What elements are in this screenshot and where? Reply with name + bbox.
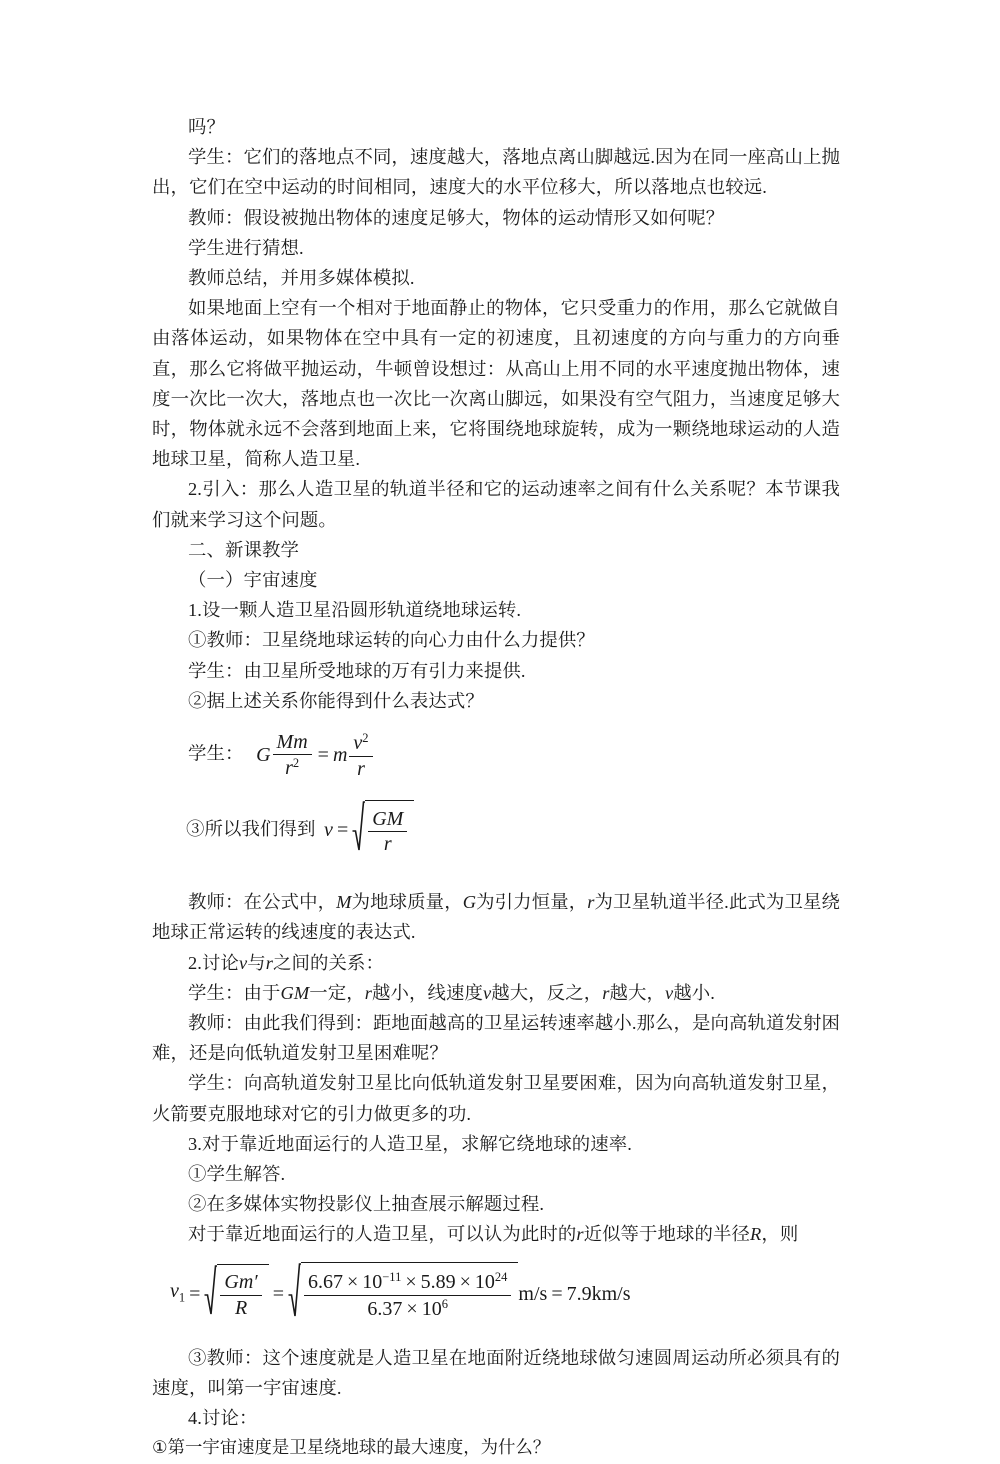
formula-3-denominator-R: R bbox=[234, 1296, 248, 1319]
formula-1-den-base: r bbox=[285, 757, 293, 780]
radical-sign-icon bbox=[288, 1262, 301, 1327]
radical-sign-icon bbox=[352, 800, 365, 861]
formula-2-equals: = bbox=[336, 819, 349, 842]
value-10-b: 10 bbox=[474, 1271, 495, 1294]
paragraph-discuss-v-and-r bbox=[152, 948, 840, 978]
formula-3-equals-2: = bbox=[272, 1283, 284, 1306]
formula-3-fraction-2 bbox=[304, 1270, 511, 1320]
text-segment: 为引力恒量， bbox=[476, 892, 588, 913]
exponent-minus11: −11 bbox=[382, 1270, 402, 1285]
formula-block-orbital-speed bbox=[152, 780, 840, 861]
formula-3-numerator-Gm-prime: Gm′ bbox=[220, 1271, 261, 1295]
paragraph-question-expression: ②据上述关系你能得到什么表达式？ bbox=[188, 690, 484, 711]
paragraph-student-landing-points: 学生：它们的落地点不同，速度越大，落地点离山脚越远.因为在同一座高山上抛出，它们在空中运动的时间相同，速度大的水平位移大，所以落地点也较远. bbox=[152, 147, 840, 198]
formula-3-v-subscript: 1 bbox=[178, 1290, 186, 1305]
times-3: × bbox=[459, 1271, 471, 1294]
formula-3-radicand-1 bbox=[217, 1264, 268, 1325]
paragraph-discussion-4: 4.讨论： bbox=[188, 1408, 258, 1429]
exponent-6: 6 bbox=[441, 1296, 448, 1311]
symbol-r: r bbox=[576, 1224, 584, 1245]
symbol-R: R bbox=[750, 1224, 762, 1245]
formula-1-denominator-r: r bbox=[357, 757, 365, 780]
exponent-24: 24 bbox=[494, 1270, 508, 1285]
text-segment: 越大， bbox=[609, 982, 665, 1003]
radical-sign-icon bbox=[204, 1264, 217, 1325]
value-637: 6.37 bbox=[367, 1297, 403, 1320]
formula-1-num-base: v bbox=[353, 732, 363, 755]
formula-3-fraction-1 bbox=[220, 1271, 261, 1319]
symbol-v: v bbox=[482, 982, 492, 1003]
formula-3-equals-1: = bbox=[189, 1283, 201, 1306]
formula-3-denominator-values bbox=[363, 1296, 452, 1321]
formula-1-numerator-v-squared bbox=[349, 731, 372, 757]
symbol-GM: GM bbox=[280, 982, 310, 1003]
formula-3-equals-3: = bbox=[551, 1283, 563, 1306]
paragraph-projector-demo: ②在多媒体实物投影仪上抽查展示解题过程. bbox=[188, 1194, 545, 1215]
value-667: 6.67 bbox=[307, 1271, 343, 1294]
formula-3-sqrt-1 bbox=[204, 1264, 268, 1325]
formula-1-denominator-r-squared bbox=[281, 755, 303, 780]
symbol-r: r bbox=[587, 892, 595, 913]
paragraph-question-max-speed: ①第一宇宙速度是卫星绕地球的最大速度，为什么？ bbox=[152, 1438, 551, 1459]
formula-2-prefix-label: ③所以我们得到 bbox=[186, 818, 316, 839]
symbol-v: v bbox=[238, 952, 248, 973]
text-segment: 越大，反之， bbox=[491, 982, 603, 1003]
formula-3-unit: m/s bbox=[518, 1283, 548, 1306]
paragraph-teacher-question-speed: 教师：假设被抛出物体的速度足够大，物体的运动情形又如何呢？ bbox=[188, 207, 725, 228]
formula-3-result: 7.9km/s bbox=[566, 1283, 631, 1306]
times-1: × bbox=[346, 1271, 359, 1294]
text-segment: 越小，线速度 bbox=[372, 982, 483, 1003]
text-segment: 为卫星轨道半径.此式为卫星绕地球正常运转的线速度的表达式. bbox=[152, 892, 840, 943]
formula-1-m: m bbox=[332, 744, 348, 767]
formula-3-v1 bbox=[170, 1276, 185, 1313]
formula-1-num-exponent: 2 bbox=[362, 731, 369, 746]
formula-3-v: v bbox=[170, 1279, 179, 1302]
formula-3-radicand-2 bbox=[301, 1262, 518, 1327]
formula-2-numerator-GM: GM bbox=[368, 808, 407, 832]
symbol-r: r bbox=[265, 952, 274, 973]
paragraph-student-gravitation: 学生：由卫星所受地球的万有引力来提供. bbox=[188, 660, 526, 681]
formula-2-fraction bbox=[368, 808, 407, 856]
paragraph-student-relationship bbox=[152, 978, 840, 1008]
times-2: × bbox=[405, 1271, 417, 1294]
symbol-G: G bbox=[462, 892, 477, 913]
symbol-r: r bbox=[364, 982, 373, 1003]
formula-1-numerator-Mm: Mm bbox=[273, 731, 312, 755]
formula-3-expression bbox=[170, 1262, 631, 1327]
paragraph-formula-symbols-explanation bbox=[152, 861, 840, 947]
text-segment: 2.讨论 bbox=[188, 952, 239, 973]
formula-1-prefix-label: 学生： bbox=[188, 743, 244, 764]
paragraph-teacher-centripetal-force: ①教师：卫星绕地球运转的向心力由什么力提供？ bbox=[188, 630, 595, 651]
heading-cosmic-velocity: （一）宇宙速度 bbox=[188, 570, 318, 591]
paragraph-problem-near-earth-satellite: 3.对于靠近地面运行的人造卫星，求解它绕地球的速率. bbox=[188, 1133, 632, 1154]
text-segment: 学生：由于 bbox=[188, 982, 281, 1003]
paragraph-free-fall-explanation: 如果地面上空有一个相对于地面静止的物体，它只受重力的作用，那么它就做自由落体运动，如果物体在空中具有一定的初速度，且初速度的方向与重力的方向垂直，那么它将做平抛运动，牛顿曾设想过：从高山上用不同的水平速度抛出物体，速度一次比一次大，落地点也一次比一次离山脚远，如果没有空气阻力，当速度足够大时，物体就永远不会落到地面上来，它将围绕地球旋转，成为一颗绕地球运动的人造地球卫星，简称人造卫星. bbox=[152, 298, 840, 470]
symbol-r: r bbox=[602, 982, 610, 1003]
formula-1-fraction-left bbox=[273, 731, 312, 780]
formula-3-sqrt-2 bbox=[288, 1262, 518, 1327]
formula-1-fraction-right bbox=[349, 731, 372, 780]
paragraph-student-high-orbit-answer: 学生：向高轨道发射卫星比向低轨道发射卫星要困难，因为向高轨道发射卫星，火箭要克服地球对它的引力做更多的功. bbox=[152, 1073, 840, 1124]
formula-1-G: G bbox=[256, 744, 271, 767]
text-segment: 与 bbox=[247, 952, 266, 973]
times-4: × bbox=[406, 1297, 418, 1320]
text-segment: 教师：在公式中， bbox=[188, 892, 337, 913]
formula-block-gravity-equals-centripetal bbox=[152, 716, 840, 780]
paragraph-satellite-circular-orbit: 1.设一颗人造卫星沿圆形轨道绕地球运转. bbox=[188, 600, 522, 621]
paragraph-r-approx-R bbox=[152, 1219, 840, 1249]
formula-block-first-cosmic-velocity bbox=[152, 1250, 840, 1327]
paragraph-introduction-2: 2.引入：那么人造卫星的轨道半径和它的运动速率之间有什么关系呢？本节课我们就来学习这个问题。 bbox=[152, 479, 840, 530]
heading-new-lesson: 二、新课教学 bbox=[188, 539, 299, 560]
text-segment: 一定， bbox=[309, 982, 365, 1003]
value-10: 10 bbox=[362, 1271, 383, 1294]
paragraph-teacher-orbit-difficulty: 教师：由此我们得到：距地面越高的卫星运转速率越小.那么，是向高轨道发射困难，还是向低轨道发射卫星困难呢？ bbox=[152, 1012, 840, 1064]
paragraph-student-solve: ①学生解答. bbox=[188, 1164, 286, 1184]
formula-1-expression bbox=[256, 731, 374, 780]
text-segment: 之间的关系： bbox=[273, 952, 384, 973]
document-body bbox=[152, 112, 840, 1464]
formula-2-v: v bbox=[324, 819, 333, 842]
paragraph-first-cosmic-velocity-definition: ③教师：这个速度就是人造卫星在地面附近绕地球做匀速圆周运动所必须具有的速度，叫第一宇宙速度. bbox=[152, 1347, 840, 1399]
formula-1-den-exponent: 2 bbox=[292, 756, 300, 771]
text-segment: 近似等于地球的半径 bbox=[583, 1224, 750, 1245]
paragraph-line-1: 吗？ bbox=[188, 117, 225, 137]
text-segment: ，则 bbox=[761, 1224, 799, 1245]
text-segment: 为地球质量， bbox=[351, 892, 463, 913]
formula-2-denominator-r: r bbox=[383, 833, 392, 856]
formula-1-equals: = bbox=[317, 744, 329, 767]
symbol-v: v bbox=[664, 982, 674, 1003]
paragraph-student-guess: 学生进行猜想. bbox=[188, 237, 304, 258]
text-segment: 越小. bbox=[673, 982, 715, 1003]
symbol-M: M bbox=[336, 892, 352, 913]
value-10-c: 10 bbox=[421, 1297, 442, 1320]
value-589: 5.89 bbox=[420, 1271, 456, 1294]
formula-2-radicand bbox=[365, 800, 414, 861]
formula-2-expression bbox=[324, 800, 414, 861]
formula-2-sqrt bbox=[352, 800, 414, 861]
paragraph-teacher-summary: 教师总结，并用多媒体模拟. bbox=[188, 268, 415, 289]
formula-3-numerator-values bbox=[304, 1270, 511, 1296]
text-segment: 对于靠近地面运行的人造卫星，可以认为此时的 bbox=[188, 1224, 577, 1245]
